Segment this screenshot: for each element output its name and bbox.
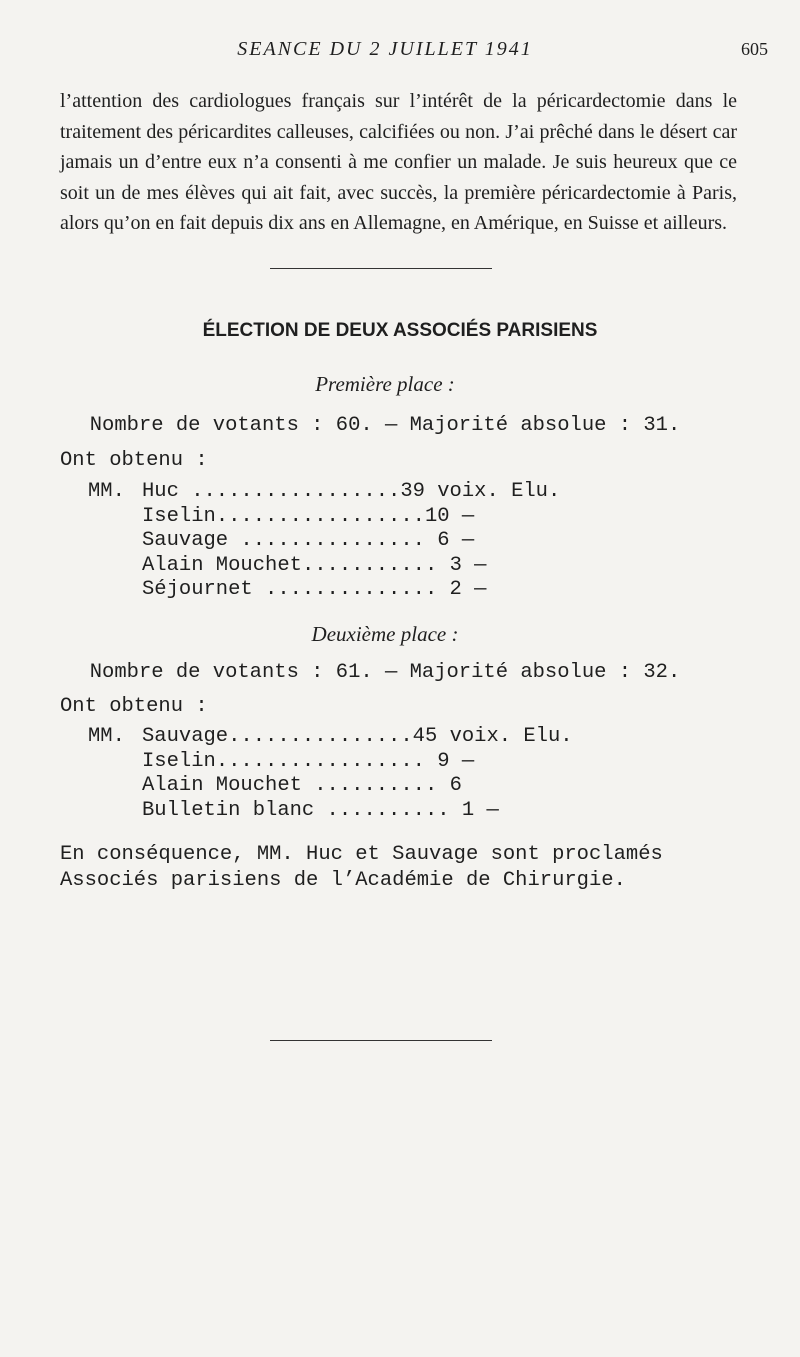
result-note: — bbox=[461, 553, 487, 577]
vote-count: 2 bbox=[437, 578, 462, 601]
vote-count: 3 bbox=[437, 553, 462, 577]
vote-count: 1 bbox=[449, 798, 475, 822]
dot-leader: ............... bbox=[228, 529, 425, 552]
conclusion-paragraph: En conséquence, MM. Huc et Sauvage sont proclamés Associés parisiens de l’Académie de Chirurgie. bbox=[60, 843, 663, 892]
body-paragraph: l’attention des cardiologues français sur l’intérêt de la péricardectomie dans le traitement des péricardites calleuses, calcifiées ou non. J’ai prêché dans le désert car jamais un d’entre eux n’a consenti à me confier un malade. Je suis heureux que ce soit un de mes élèves qui ait fait, avec succès, la première péricardectomie à Paris, alors qu’on en fait depuis dix ans en Allemagne, en Amérique, en Suisse et ailleurs. bbox=[60, 90, 737, 235]
dot-leader: ................. bbox=[215, 749, 425, 773]
running-title: SEANCE DU 2 JUILLET 1941 bbox=[237, 38, 533, 60]
result-note: — bbox=[474, 798, 499, 822]
vote-count: 6 bbox=[424, 529, 450, 552]
result-note: — bbox=[461, 578, 487, 601]
result-note: — bbox=[449, 749, 475, 773]
candidate-name: Alain Mouchet bbox=[142, 553, 302, 577]
candidate-name: Alain Mouchet bbox=[142, 774, 302, 797]
candidate-name: Séjournet bbox=[142, 578, 253, 601]
result-row bbox=[88, 505, 560, 530]
result-prefix: MM. bbox=[88, 725, 125, 748]
candidate-name: Sauvage bbox=[142, 725, 229, 748]
candidate-name: Huc bbox=[142, 480, 179, 503]
result-row bbox=[88, 725, 573, 750]
dot-leader: ................. bbox=[178, 480, 401, 503]
result-row bbox=[88, 774, 573, 799]
second-place-obtained-label: Ont obtenu : bbox=[60, 695, 208, 718]
result-row bbox=[88, 480, 560, 505]
page-number: 605 bbox=[741, 39, 768, 59]
first-place-heading: Première place : bbox=[315, 372, 455, 396]
dot-leader: .......... bbox=[314, 798, 450, 822]
dot-leader: .......... bbox=[301, 774, 438, 797]
first-place-results bbox=[88, 480, 560, 603]
result-note: voix. Elu. bbox=[424, 480, 561, 503]
result-row bbox=[88, 799, 573, 824]
result-row bbox=[88, 578, 560, 603]
vote-count: 10 bbox=[424, 504, 450, 528]
section-title: ÉLECTION DE DEUX ASSOCIÉS PARISIENS bbox=[202, 320, 598, 341]
dot-leader: ............... bbox=[228, 725, 413, 748]
result-note: — bbox=[449, 529, 475, 552]
vote-count: 45 bbox=[412, 725, 438, 748]
second-place-vote-summary: Nombre de votants : 61. — Majorité absolue : 32. bbox=[89, 661, 681, 684]
result-note: — bbox=[449, 504, 475, 528]
first-place-obtained-label: Ont obtenu : bbox=[60, 449, 208, 472]
vote-count: 6 bbox=[437, 774, 462, 797]
candidate-name: Iselin bbox=[142, 749, 216, 773]
dot-leader: .............. bbox=[252, 578, 438, 601]
result-row bbox=[88, 750, 573, 775]
dot-leader: ........... bbox=[301, 553, 438, 577]
vote-count: 39 bbox=[400, 480, 425, 503]
section-divider-bottom bbox=[270, 1040, 492, 1041]
candidate-name: Sauvage bbox=[142, 529, 229, 552]
result-prefix: MM. bbox=[88, 480, 125, 503]
second-place-results bbox=[88, 725, 573, 823]
result-row bbox=[88, 554, 560, 579]
dot-leader: ................. bbox=[215, 504, 425, 528]
candidate-name: Bulletin blanc bbox=[142, 798, 315, 822]
result-row bbox=[88, 529, 560, 554]
result-note: voix. Elu. bbox=[437, 725, 573, 748]
vote-count: 9 bbox=[424, 749, 450, 773]
section-divider-top bbox=[270, 268, 492, 269]
running-head bbox=[0, 38, 800, 62]
candidate-name: Iselin bbox=[142, 504, 216, 528]
first-place-vote-summary: Nombre de votants : 60. — Majorité absolue : 31. bbox=[89, 414, 681, 437]
second-place-heading: Deuxième place : bbox=[311, 622, 459, 646]
